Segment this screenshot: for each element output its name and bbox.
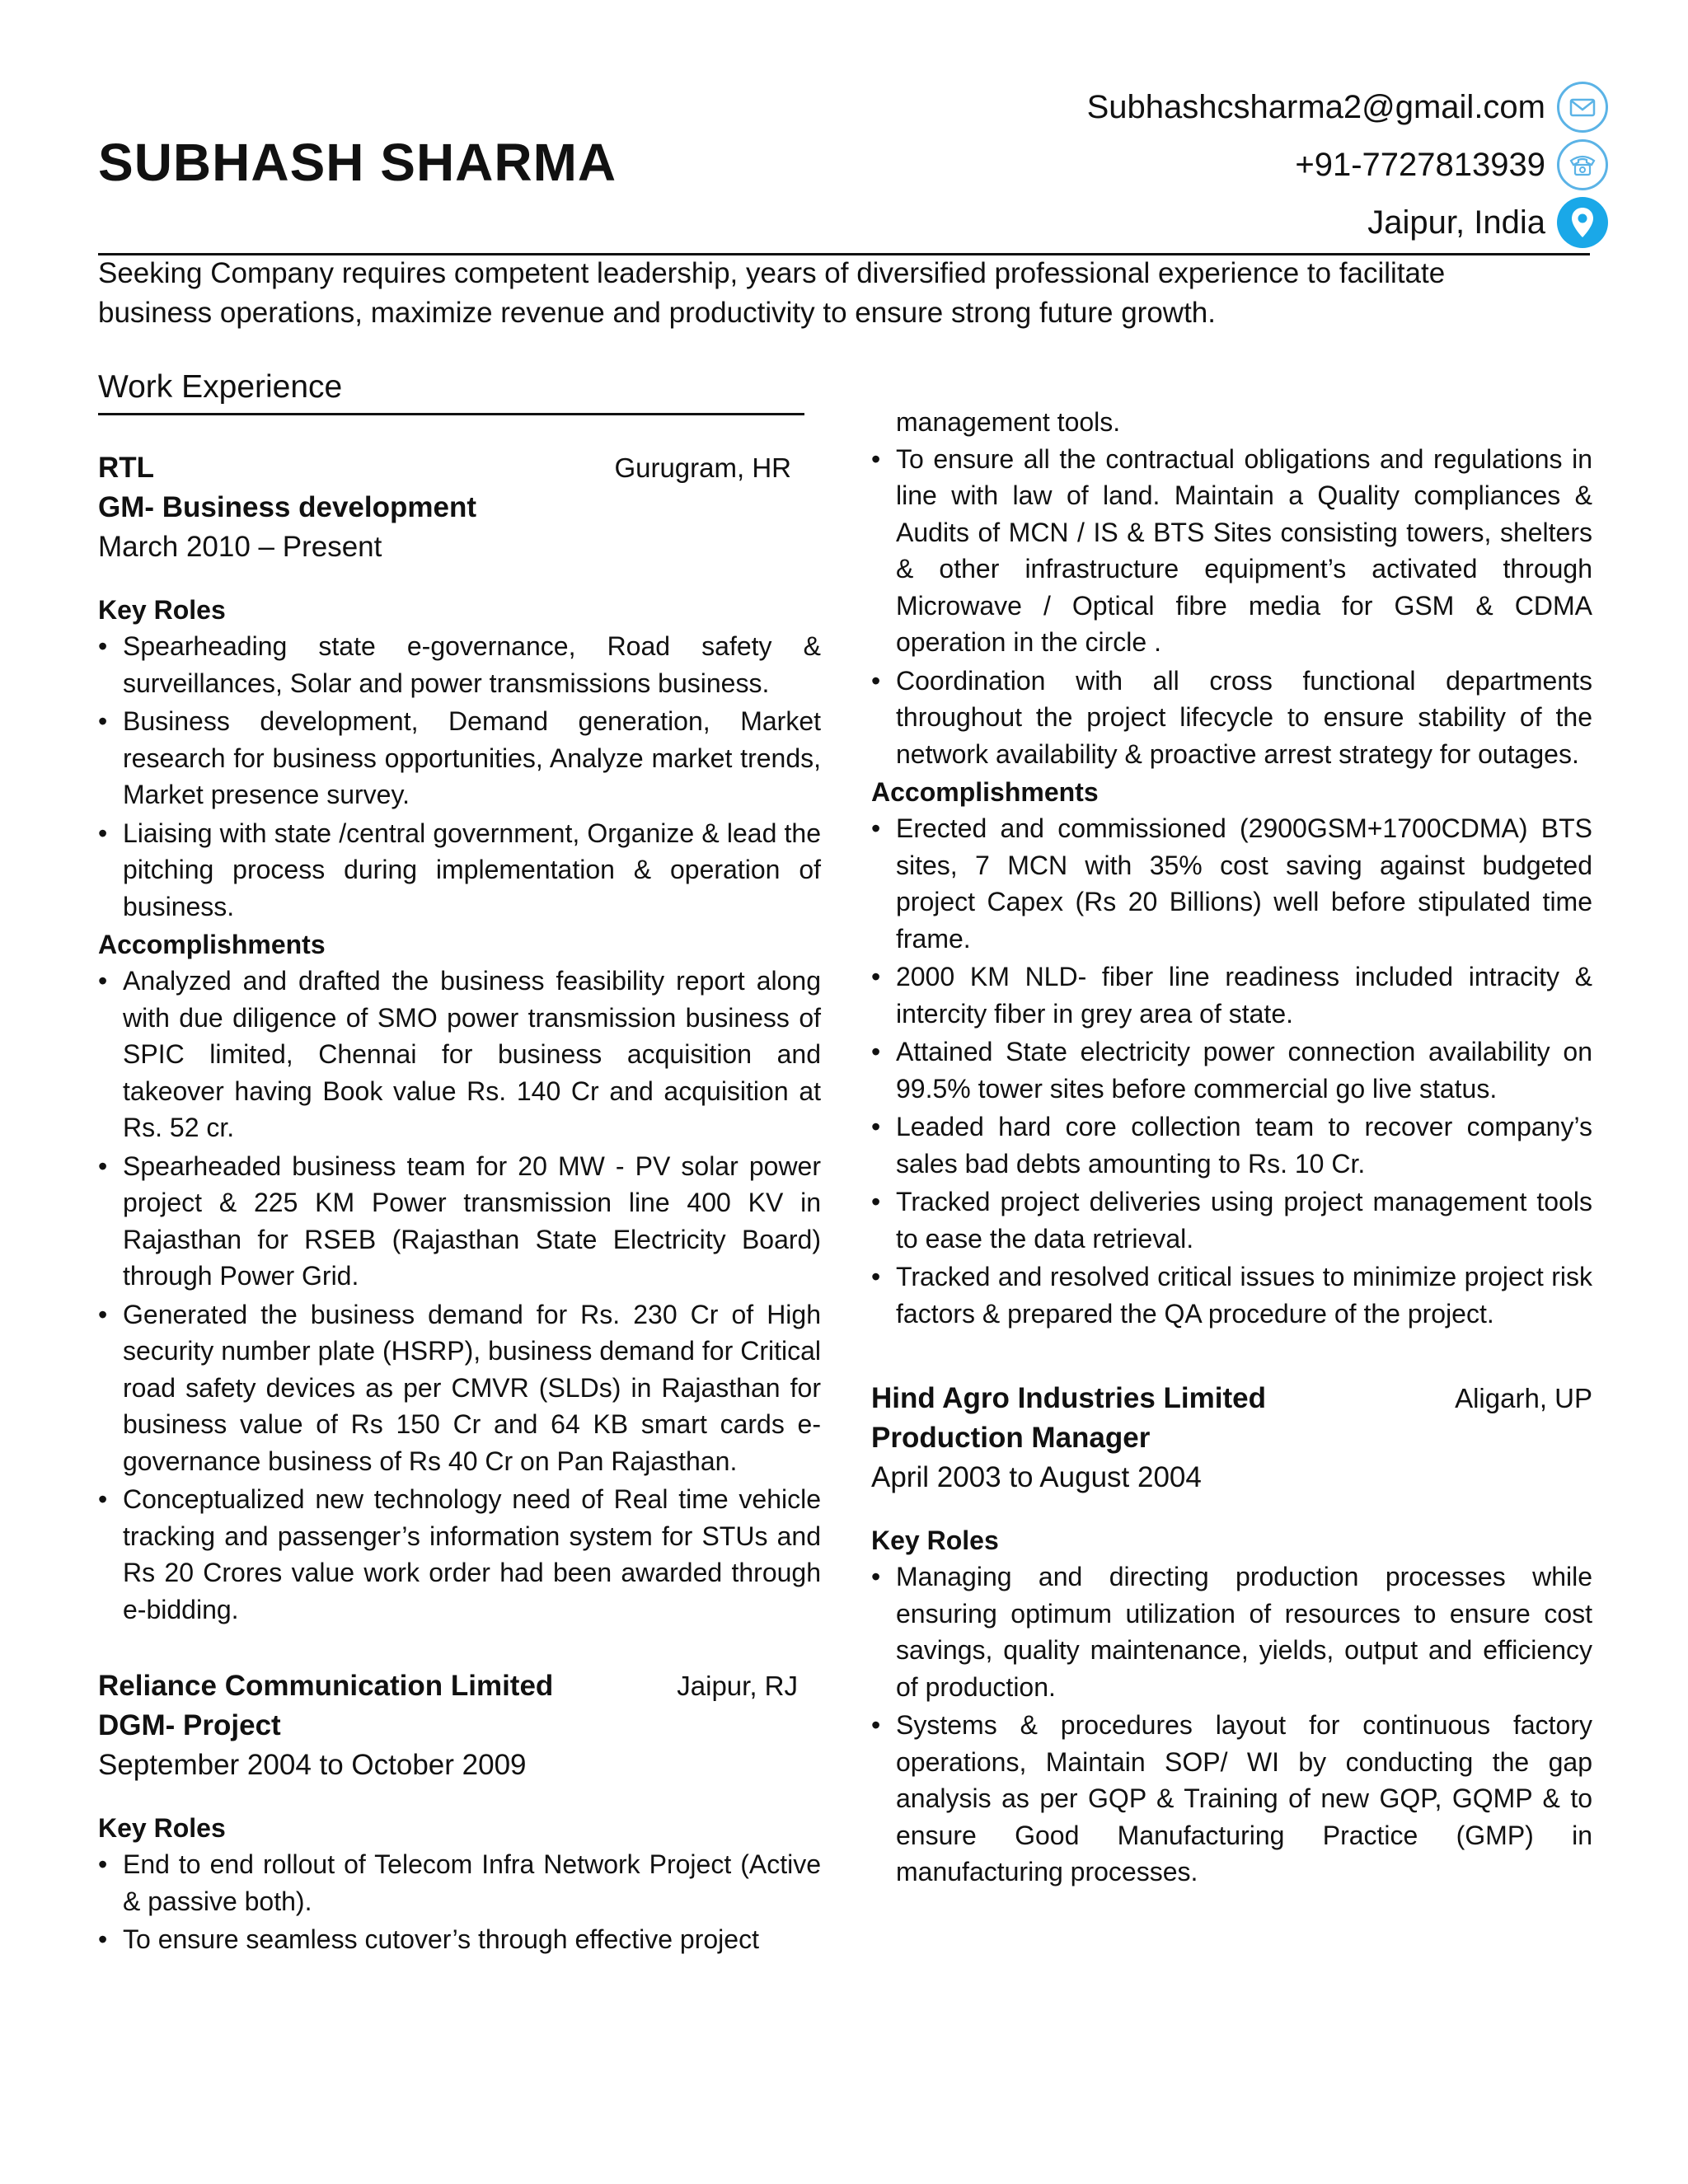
- job-entry-reliance: [98, 1666, 821, 1958]
- job-header: [98, 1666, 821, 1706]
- contact-email-row: [866, 78, 1608, 136]
- job-location: Jaipur, RJ: [677, 1671, 798, 1701]
- key-roles-heading: Key Roles: [98, 595, 226, 625]
- left-column: [98, 367, 821, 1960]
- objective-statement: Seeking Company requires competent leadership, years of diversified professional experience to facilitate business operations, maximize revenue and productivity to ensure strong future growth.: [98, 257, 1446, 329]
- location-pin-icon: [1557, 197, 1608, 248]
- key-roles-heading: Key Roles: [871, 1526, 999, 1555]
- phone-icon: [1557, 139, 1608, 190]
- email-text[interactable]: Subhashcsharma2@gmail.com: [1086, 89, 1545, 125]
- accomplishments-list: [98, 963, 821, 1628]
- section-title-work-experience: Work Experience: [98, 369, 343, 405]
- job-header: [98, 448, 821, 488]
- key-roles-continued: management tools.: [896, 407, 1121, 437]
- mail-icon: [1557, 82, 1608, 133]
- list-item: • To ensure seamless cutover’s through effective project: [98, 1921, 821, 1958]
- list-item: • Attained State electricity power connection availability on 99.5% tower sites before commercial go live status.: [871, 1033, 1592, 1107]
- accomplishments-list: [871, 810, 1592, 1332]
- key-roles-heading: Key Roles: [98, 1813, 226, 1843]
- list-item: • 2000 KM NLD- fiber line readiness included intracity & intercity fiber in grey area of state.: [871, 958, 1592, 1032]
- job-dates: April 2003 to August 2004: [871, 1461, 1202, 1493]
- accomplishments-heading: Accomplishments: [871, 777, 1099, 807]
- list-item: • End to end rollout of Telecom Infra Network Project (Active & passive both).: [98, 1846, 821, 1919]
- list-item: • Tracked and resolved critical issues to minimize project risk factors & prepared the QA procedure of the project.: [871, 1258, 1592, 1332]
- location-text: Jaipur, India: [1367, 204, 1545, 241]
- job-header: [871, 1379, 1592, 1418]
- list-item: • Spearheading state e-governance, Road safety & surveillances, Solar and power transmissions business.: [98, 628, 821, 701]
- list-item: • Conceptualized new technology need of Real time vehicle tracking and passenger’s information system for STUs and Rs 20 Crores value work order had been awarded through e-bidding.: [98, 1481, 821, 1628]
- contact-phone-row: [866, 136, 1608, 194]
- list-item: • Tracked project deliveries using project management tools to ease the data retrieval.: [871, 1183, 1592, 1257]
- accomplishments-heading: Accomplishments: [98, 930, 326, 959]
- job-entry-rtl: [98, 448, 821, 1628]
- job-entry-hind-agro: [871, 1379, 1592, 1891]
- contact-block: [866, 78, 1608, 251]
- company-name: Hind Agro Industries Limited: [871, 1382, 1266, 1414]
- candidate-name: SUBHASH SHARMA: [98, 133, 617, 192]
- job-title: Production Manager: [871, 1422, 1151, 1454]
- list-item: • Analyzed and drafted the business feasibility report along with due diligence of SMO power transmission business of SPIC limited, Chennai for business acquisition and takeover having Book value Rs. 140 Cr and acquisition at Rs. 52 cr.: [98, 963, 821, 1146]
- company-name: RTL: [98, 452, 155, 484]
- contact-location-row: [866, 194, 1608, 251]
- list-item: • Spearheaded business team for 20 MW - PV solar power project & 225 KM Power transmission line 400 KV in Rajasthan for RSEB (Rajasthan State Electricity Board) through Power Grid.: [98, 1148, 821, 1295]
- job-dates: March 2010 – Present: [98, 531, 382, 563]
- company-name: Reliance Communication Limited: [98, 1670, 554, 1702]
- list-item: • Managing and directing production processes while ensuring optimum utilization of resources to ensure cost savings, quality maintenance, yields, output and efficiency of production.: [871, 1558, 1592, 1705]
- phone-text[interactable]: +91-7727813939: [1295, 147, 1545, 183]
- list-item: • To ensure all the contractual obligations and regulations in line with law of land. Maintain a Quality compliances & Audits of MCN / IS & BTS Sites consisting towers, shelters & other infrastructure equipment’s activated through Microwave / Optical fibre media for GSM & CDMA operation in the circle .: [871, 441, 1592, 661]
- job-location: Gurugram, HR: [614, 452, 791, 483]
- list-item: • Erected and commissioned (2900GSM+1700CDMA) BTS sites, 7 MCN with 35% cost saving against budgeted project Capex (Rs 20 Billions) well before stipulated time frame.: [871, 810, 1592, 957]
- key-roles-list: [98, 628, 821, 925]
- list-item: • Coordination with all cross functional departments throughout the project lifecycle to ensure stability of the network availability & proactive arrest strategy for outages.: [871, 663, 1592, 773]
- section-divider: [98, 413, 804, 415]
- list-item: • Business development, Demand generation, Market research for business opportunities, Analyze market trends, Market presence survey.: [98, 703, 821, 813]
- job-title: GM- Business development: [98, 491, 476, 523]
- key-roles-list: [98, 1846, 821, 1958]
- list-item: • Generated the business demand for Rs. 230 Cr of High security number plate (HSRP), business demand for Critical road safety devices as per CMVR (SLDs) in Rajasthan for business value of Rs 150 Cr and 64 KB smart cards e- governance business of Rs 40 Cr on Pan Rajasthan.: [98, 1296, 821, 1480]
- job-dates: September 2004 to October 2009: [98, 1749, 527, 1781]
- list-item: • Systems & procedures layout for continuous factory operations, Maintain SOP/ WI by conducting the gap analysis as per GQP & Training of new GQP, GQMP & to ensure Good Manufacturing Practice (GMP) in manufacturing processes.: [871, 1707, 1592, 1891]
- key-roles-list: [871, 1558, 1592, 1891]
- list-item: • Liaising with state /central government, Organize & lead the pitching process during implementation & operation of business.: [98, 815, 821, 926]
- right-column: [871, 404, 1592, 1892]
- job-location: Aligarh, UP: [1455, 1383, 1592, 1413]
- list-item: • Leaded hard core collection team to recover company’s sales bad debts amounting to Rs. 10 Cr.: [871, 1108, 1592, 1182]
- key-roles-list-continued: [871, 441, 1592, 773]
- job-title: DGM- Project: [98, 1709, 281, 1741]
